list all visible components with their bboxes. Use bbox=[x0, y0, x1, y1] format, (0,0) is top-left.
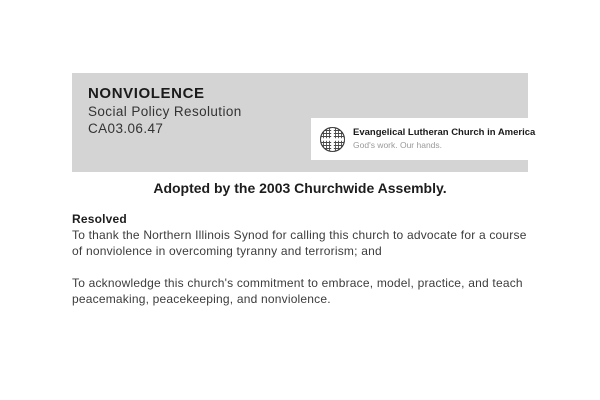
elca-emblem-icon bbox=[319, 126, 346, 153]
resolution-code: CA03.06.47 bbox=[88, 121, 164, 136]
page-subtitle: Social Policy Resolution bbox=[88, 104, 242, 119]
page-title: NONVIOLENCE bbox=[88, 85, 205, 102]
elca-logo-box bbox=[311, 118, 536, 160]
org-name: Evangelical Lutheran Church in America bbox=[353, 127, 536, 138]
resolution-paragraph: To acknowledge this church's commitment to embrace, model, practice, and teach peacemaking, peacekeeping, and nonviolence. bbox=[72, 276, 523, 306]
adopted-statement: Adopted by the 2003 Churchwide Assembly. bbox=[153, 180, 447, 196]
resolution-paragraph: To thank the Northern Illinois Synod for calling this church to advocate for a course of nonviolence in overcoming tyranny and terrorism; and bbox=[72, 228, 527, 258]
header-text-block bbox=[88, 85, 242, 137]
resolved-label: Resolved bbox=[72, 212, 127, 226]
org-tagline: God's work. Our hands. bbox=[353, 140, 443, 150]
header-banner bbox=[72, 73, 536, 172]
logo-text-block bbox=[353, 127, 536, 151]
resolution-body bbox=[72, 211, 534, 323]
